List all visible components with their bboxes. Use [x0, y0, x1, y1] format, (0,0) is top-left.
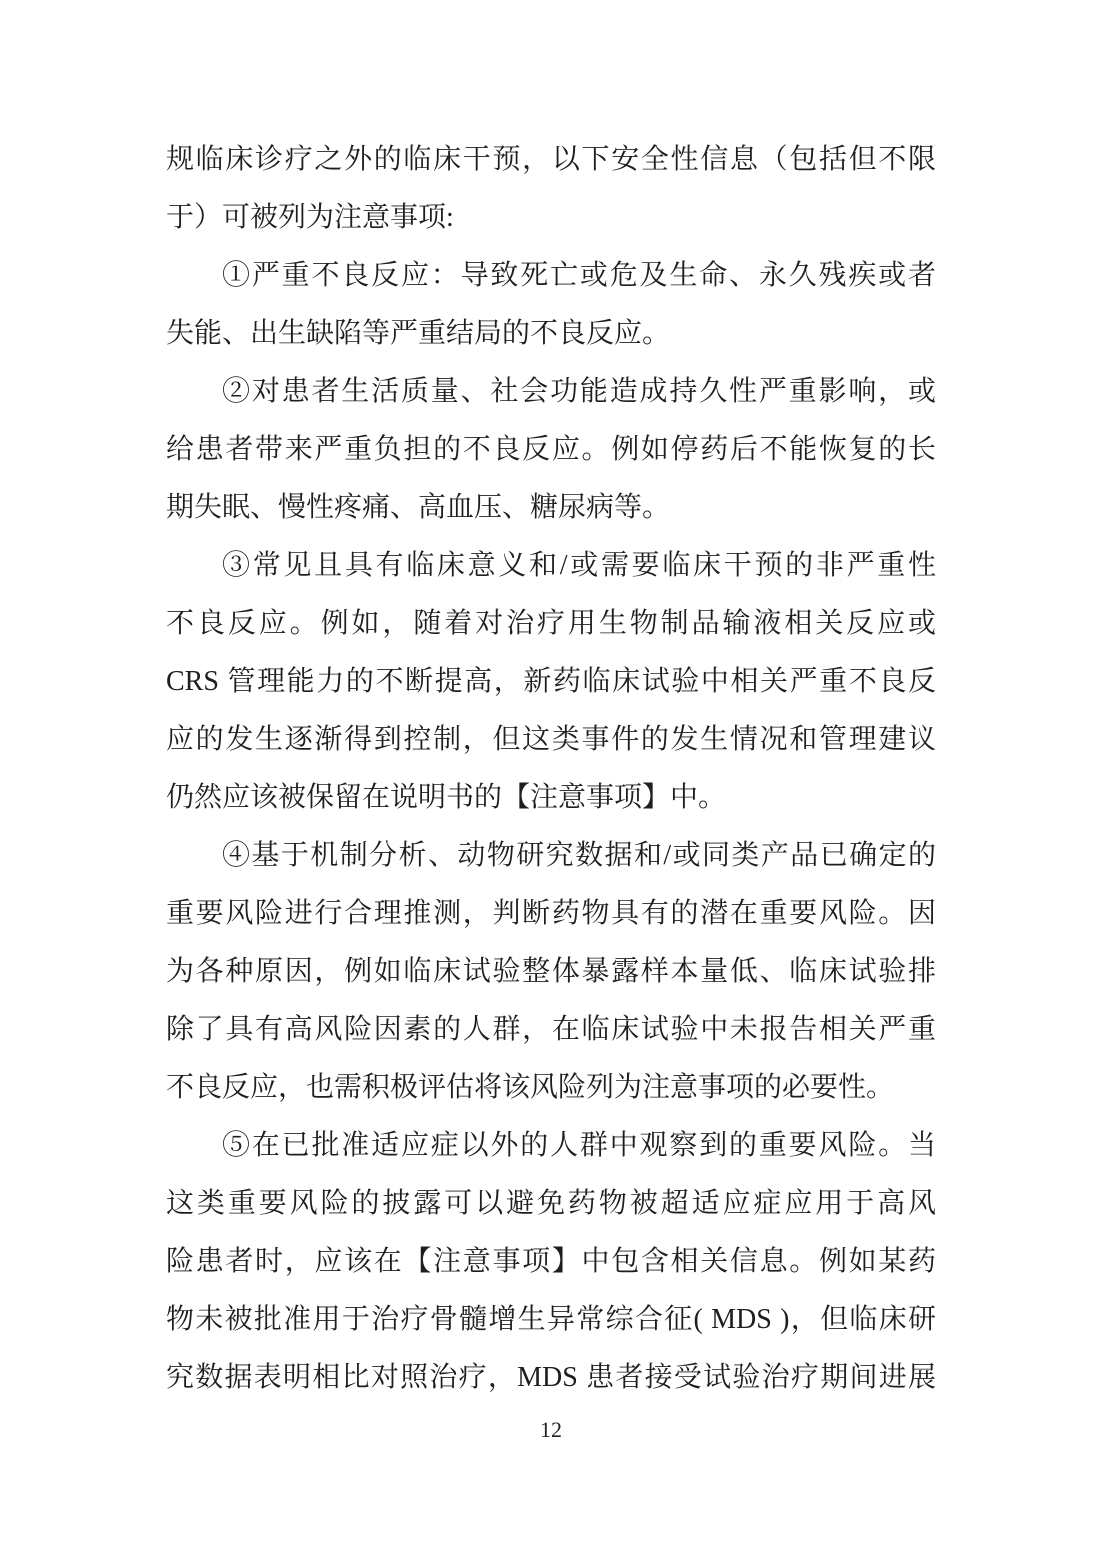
text-line: 不良反应。例如，随着对治疗用生物制品输液相关反应或 [166, 608, 936, 639]
text-line: 期失眠、慢性疼痛、高血压、糖尿病等。 [166, 492, 671, 523]
text-line: 于）可被列为注意事项: [166, 202, 454, 233]
text-line: 究数据表明相比对照治疗，MDS 患者接受试验治疗期间进展 [166, 1362, 936, 1393]
text-line: CRS 管理能力的不断提高，新药临床试验中相关严重不良反 [166, 666, 936, 697]
page-number: 12 [540, 1417, 562, 1442]
text-line: ⑤在已批准适应症以外的人群中观察到的重要风险。当 [222, 1130, 936, 1161]
text-line: 物未被批准用于治疗骨髓增生异常综合征( MDS )，但临床研 [166, 1304, 936, 1335]
text-line: ④基于机制分析、动物研究数据和/或同类产品已确定的 [222, 840, 936, 871]
page-text [166, 131, 936, 1407]
text-line: 应的发生逐渐得到控制，但这类事件的发生情况和管理建议 [166, 724, 936, 755]
text-line: 除了具有高风险因素的人群，在临床试验中未报告相关严重 [166, 1014, 936, 1045]
text-line: 不良反应，也需积极评估将该风险列为注意事项的必要性。 [166, 1072, 895, 1103]
text-line: 为各种原因，例如临床试验整体暴露样本量低、临床试验排 [166, 956, 936, 987]
text-line: ①严重不良反应：导致死亡或危及生命、永久残疾或者 [222, 260, 936, 291]
text-line: 给患者带来严重负担的不良反应。例如停药后不能恢复的长 [166, 434, 936, 465]
text-line: ③常见且具有临床意义和/或需要临床干预的非严重性 [222, 550, 936, 581]
text-line: 失能、出生缺陷等严重结局的不良反应。 [166, 318, 671, 349]
text-line: 这类重要风险的披露可以避免药物被超适应症应用于高风 [166, 1188, 936, 1219]
text-line: 规临床诊疗之外的临床干预，以下安全性信息（包括但不限 [166, 144, 936, 175]
text-line: ②对患者生活质量、社会功能造成持久性严重影响，或 [222, 376, 936, 407]
text-line: 险患者时，应该在【注意事项】中包含相关信息。例如某药 [166, 1246, 936, 1277]
text-line: 仍然应该被保留在说明书的【注意事项】中。 [166, 782, 727, 813]
text-line: 重要风险进行合理推测，判断药物具有的潜在重要风险。因 [166, 898, 936, 929]
